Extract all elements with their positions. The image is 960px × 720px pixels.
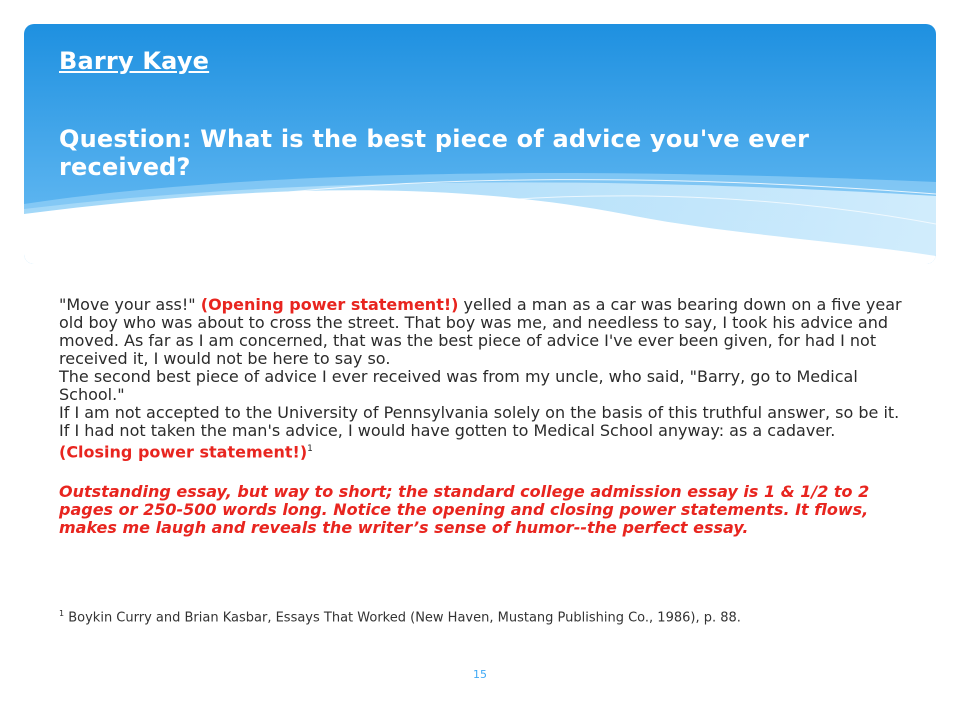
opening-quote: "Move your ass!" xyxy=(59,295,196,314)
paragraph-1-text: yelled a man as a car was bearing down on a five year old boy who was about to cross the street. That boy was me, and needless to say, I took his advice and moved. As far as I am concerned, that was the best piece of advice I've ever been given, for had I not received it, I would not be here to say so. xyxy=(59,295,902,368)
footnote-mark: 1 xyxy=(59,609,65,618)
critique-note: Outstanding essay, but way to short; the standard college admission essay is 1 & 1/2 to 2 pages or 250-500 words long. Notice the opening and closing power statements. It flows, makes me laugh and reveals the writer’s sense of humor--the perfect essay. xyxy=(59,482,870,538)
question-title: Question: What is the best piece of advice you've ever received? xyxy=(59,125,810,181)
footnote-marker: 1 xyxy=(307,444,313,454)
essay-body xyxy=(59,296,909,537)
paragraph-3-text: If I am not accepted to the University of Pennsylvania solely on the basis of this truthful answer, so be it. If I had not taken the man's advice, I would have gotten to Medical School anyway: as a cadaver. xyxy=(59,403,900,440)
opening-power-label: (Opening power statement!) xyxy=(200,295,459,314)
page-number: 15 xyxy=(473,668,487,681)
closing-power-label: (Closing power statement!) xyxy=(59,442,308,462)
speaker-name: Barry Kaye xyxy=(59,47,210,75)
footnote xyxy=(59,609,741,625)
paragraph-3 xyxy=(59,404,909,461)
paragraph-2: The second best piece of advice I ever received was from my uncle, who said, "Barry, go to Medical School." xyxy=(59,367,858,404)
paragraph-1 xyxy=(59,296,909,368)
footnote-text: Boykin Curry and Brian Kasbar, Essays That Worked (New Haven, Mustang Publishing Co., 1986), p. 88. xyxy=(68,610,741,626)
